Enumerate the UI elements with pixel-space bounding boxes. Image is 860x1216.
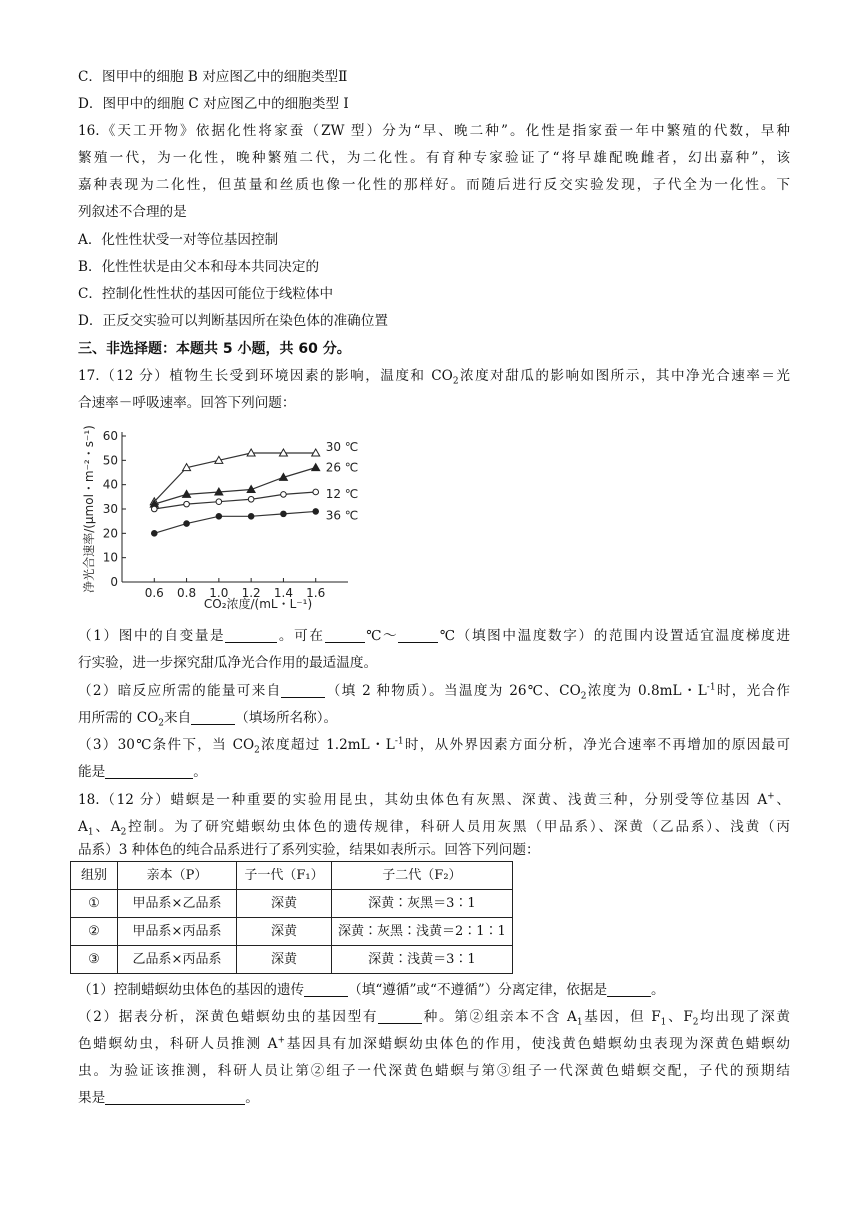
section-title: 三、非选择题：本题共 5 小题，共 60 分。: [78, 341, 351, 357]
q16-option-b: B．化性性状是由父本和母本共同决定的: [78, 259, 320, 275]
x-tick-label: 1.2: [241, 586, 261, 600]
table-cell: 甲品系×乙品系: [118, 890, 237, 918]
table-cell: 深黄: [237, 946, 332, 974]
line-chart: [78, 420, 378, 620]
y-tick-label: 50: [102, 453, 118, 468]
table-header-row: [71, 862, 513, 890]
q18-part-2-line-4: 果是 。: [78, 1090, 259, 1106]
table-header: 子一代（F₁）: [237, 862, 332, 890]
q16-option-d: D．正反交实验可以判断基因所在染色体的准确位置: [78, 313, 388, 329]
data-point: [312, 464, 320, 471]
x-axis-label: CO₂浓度/(mL・L⁻¹): [203, 597, 313, 611]
results-table: [70, 861, 513, 974]
series-label: 36 ℃: [325, 508, 359, 523]
table-row: [71, 946, 513, 974]
q18-part-2-line-1: （2）据表分析，深黄色蜡螟幼虫的基因型有 种。第②组亲本不含 $A_1$基因，但 $F_1$、$F_2$均出现了深黄: [78, 1009, 790, 1028]
q17-part-2-line-1: （2）暗反应所需的能量可来自 （填 2 种物质）。当温度为 26℃、$CO_2$浓度为 0.8mL・$L^{-1}$时，光合作: [78, 682, 790, 702]
table-cell: 深黄∶灰黑＝3∶1: [332, 890, 513, 918]
series-label: 12 ℃: [325, 486, 359, 501]
data-point: [151, 531, 157, 537]
data-point: [313, 489, 319, 495]
option-d-15: D．图甲中的细胞 C 对应图乙中的细胞类型 Ⅰ: [78, 96, 349, 112]
table-cell: 甲品系×丙品系: [118, 918, 237, 946]
q17-line-1: 17.（12 分）植物生长受到环境因素的影响，温度和 $CO_2$浓度对甜瓜的影响如图所示，其中净光合速率＝光: [78, 368, 790, 387]
data-point: [184, 521, 190, 527]
data-point: [248, 496, 254, 502]
q18-line-2: $A_1$、$A_2$控制。为了研究蜡螟幼虫体色的遗传规律，科研人员用灰黑（甲品系）、深黄（乙品系）、浅黄（丙: [78, 819, 790, 838]
data-point: [216, 499, 222, 505]
series-line: [154, 468, 315, 505]
q18-line-3: 品系）3 种体色的纯合品系进行了系列实验，结果如表所示。回答下列问题：: [78, 842, 540, 858]
series-label: 26 ℃: [325, 460, 359, 475]
data-point: [151, 506, 157, 512]
y-tick-label: 20: [102, 526, 118, 541]
y-tick-label: 40: [102, 477, 118, 492]
q17-part-2-line-2: 用所需的 $CO_2$来自 （填场所名称）。: [78, 710, 338, 729]
table-row: [71, 890, 513, 918]
q16-option-a: A．化性性状受一对等位基因控制: [78, 232, 279, 248]
q17-part-1-line-1: （1）图中的自变量是 。可在 ℃～ ℃（填图中温度数字）的范围内设置适宜温度梯度进: [78, 628, 790, 644]
y-tick-label: 10: [102, 550, 118, 565]
x-tick-label: 0.8: [177, 586, 197, 600]
table-cell: ③: [71, 946, 118, 974]
data-point: [313, 509, 319, 515]
table-cell: 深黄: [237, 890, 332, 918]
y-tick-label: 60: [102, 429, 118, 443]
q17-line-2: 合速率－呼吸速率。回答下列问题：: [78, 395, 296, 411]
data-point: [216, 514, 222, 520]
table-row: [71, 918, 513, 946]
series-label: 30 ℃: [325, 440, 359, 455]
q17-part-3-line-2: 能是 。: [78, 764, 207, 780]
q18-line-1: 18.（12 分）蜡螟是一种重要的实验用昆虫，其幼虫体色有灰黑、深黄、浅黄三种，分别受等位基因 A+、: [78, 791, 791, 808]
x-tick-label: 0.6: [144, 586, 164, 600]
table-cell: 深黄: [237, 918, 332, 946]
q17-part-3-line-1: （3）30℃条件下，当 $CO_2$浓度超过 1.2mL・$L^{-1}$时，从外界因素方面分析，净光合速率不再增加的原因最可: [78, 736, 790, 756]
y-axis-label: 净光合速率/(μmol・m⁻²・s⁻¹): [82, 425, 96, 593]
series-line: [154, 453, 315, 502]
q18-part-2-line-2: 色蜡螟幼虫，科研人员推测 A+基因具有加深蜡螟幼虫体色的作用，使浅黄色蜡螟幼虫表现为深黄色蜡螟幼: [78, 1035, 791, 1052]
table-cell: ②: [71, 918, 118, 946]
x-tick-label: 1.6: [306, 586, 326, 600]
table-header: 组别: [71, 862, 118, 890]
table-header: 子二代（F₂）: [332, 862, 513, 890]
data-point: [248, 514, 254, 520]
x-tick-label: 1.4: [273, 586, 293, 600]
y-tick-label: 30: [102, 502, 118, 516]
q16-line-2: 繁殖一代，为一化性，晚种繁殖二代，为二化性。有育种专家验证了“将早雄配晚雌者，幻出嘉种”，该: [78, 150, 790, 166]
data-point: [281, 511, 287, 517]
data-point: [281, 492, 287, 498]
q16-line-3: 嘉种表现为二化性，但茧量和丝质也像一化性的那样好。而随后进行反交实验发现，子代全为一化性。下: [78, 177, 790, 193]
table-cell: ①: [71, 890, 118, 918]
q16-line-4: 列叙述不合理的是: [78, 204, 187, 220]
q17-part-1-line-2: 行实验，进一步探究甜瓜净光合作用的最适温度。: [78, 655, 378, 671]
table-cell: 深黄∶浅黄＝3∶1: [332, 946, 513, 974]
q18-part-2-line-3: 虫。为验证该推测，科研人员让第②组子一代深黄色蜡螟与第③组子一代深黄色蜡螟交配，子代的预期结: [78, 1063, 790, 1079]
data-point: [184, 501, 190, 507]
table-header: 亲本（P）: [118, 862, 237, 890]
x-tick-label: 1.0: [209, 586, 229, 600]
q16-option-c: C．控制化性性状的基因可能位于线粒体中: [78, 286, 334, 302]
series-line: [154, 511, 315, 533]
q18-part-1: （1）控制蜡螟幼虫体色的基因的遗传 （填“遵循”或“不遵循”）分离定律，依据是 。: [78, 982, 665, 998]
table-cell: 乙品系×丙品系: [118, 946, 237, 974]
chart-svg: [78, 420, 378, 620]
series-line: [154, 492, 315, 509]
table-cell: 深黄∶灰黑∶浅黄＝2∶1∶1: [332, 918, 513, 946]
y-tick-label: 0: [110, 575, 118, 589]
q16-line-1: 16.《天工开物》依据化性将家蚕（ZW 型）分为“早、晚二种”。化性是指家蚕一年中繁殖的代数，早种: [78, 123, 790, 139]
option-c-15: C．图甲中的细胞 B 对应图乙中的细胞类型Ⅱ: [78, 69, 348, 85]
